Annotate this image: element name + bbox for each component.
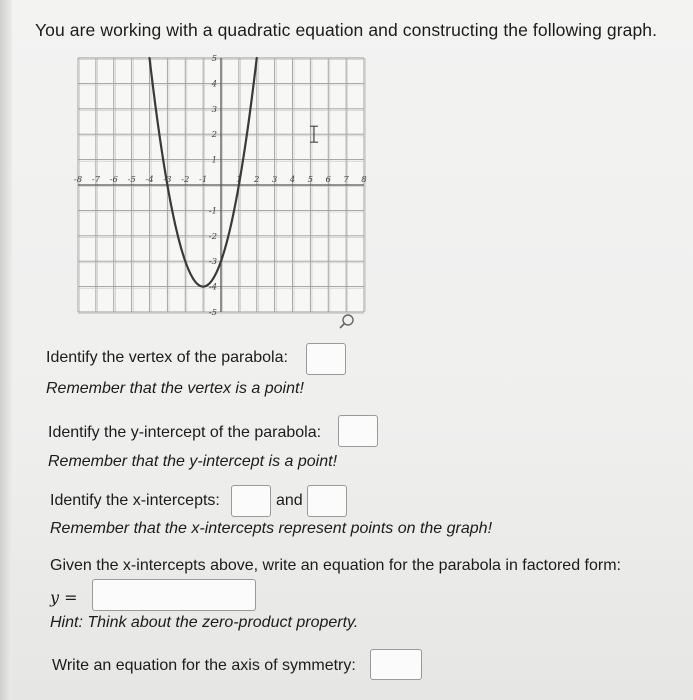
y-tick-label: 3: [211, 104, 217, 115]
factored-form-question: [50, 557, 621, 575]
y-equals-prefix: y =: [50, 588, 78, 607]
x-tick-label: -1: [198, 175, 208, 185]
x-tick-label: -4: [145, 175, 154, 185]
x-intercept-1-answer-box[interactable]: [231, 485, 271, 517]
x-tick-label: 3: [271, 175, 278, 185]
problem-title: You are working with a quadratic equation and constructing the following graph.: [35, 20, 658, 40]
y-tick-label: 4: [211, 79, 217, 90]
page-edge: [0, 0, 12, 700]
x-tick-label: -5: [127, 175, 136, 185]
x-tick-label: -6: [109, 175, 118, 185]
axis-of-symmetry-answer-box[interactable]: [370, 649, 422, 680]
x-intercepts-hint: Remember that the x-intercepts represent points on the graph!: [50, 520, 493, 537]
x-tick-label: -2: [181, 175, 190, 185]
vertex-hint: Remember that the vertex is a point!: [46, 380, 304, 397]
x-intercept-2-answer-box[interactable]: [307, 485, 347, 517]
vertex-question: [46, 349, 288, 367]
x-tick-label: 6: [325, 175, 331, 185]
x-tick-label: 2: [254, 175, 260, 185]
y-intercept-label: Identify the y-intercept of the parabola:: [48, 424, 322, 441]
x-tick-label: 4: [289, 175, 296, 185]
x-tick-label: 1: [236, 175, 242, 185]
x-tick-label: -7: [91, 175, 101, 185]
x-intercepts-label: Identify the x-intercepts:: [50, 492, 220, 509]
y-intercept-answer-box[interactable]: [338, 415, 378, 447]
vertex-hint-row: [46, 380, 304, 398]
vertex-label: Identify the vertex of the parabola:: [46, 349, 288, 366]
y-tick-label: 1: [211, 155, 217, 166]
factored-form-hint-row: [50, 614, 358, 632]
y-intercept-question: [48, 424, 321, 442]
y-tick-label: -1: [208, 206, 217, 217]
y-tick-label: 5: [211, 54, 217, 64]
axis-of-symmetry-question: [52, 657, 356, 675]
factored-form-hint: Hint: Think about the zero-product property.: [50, 614, 359, 631]
y-intercept-hint-row: [48, 453, 337, 471]
x-tick-label: 5: [307, 175, 314, 185]
x-tick-label: -3: [163, 175, 172, 185]
x-intercepts-and: and: [276, 492, 303, 509]
x-intercepts-question: [50, 492, 220, 510]
x-tick-label: 8: [361, 175, 367, 185]
vertex-answer-box[interactable]: [306, 343, 346, 375]
graph-svg: [72, 50, 372, 335]
magnifier-handle: [340, 324, 345, 329]
factored-form-label: Given the x-intercepts above, write an equation for the parabola in factored form:: [50, 557, 621, 574]
y-tick-label: -3: [208, 257, 217, 268]
y-tick-label: -5: [208, 308, 217, 318]
y-tick-label: 2: [211, 130, 217, 141]
y-intercept-hint: Remember that the y-intercept is a point!: [48, 453, 338, 470]
x-intercepts-hint-row: [50, 520, 492, 538]
y-tick-label: -2: [208, 231, 217, 242]
factored-form-answer-box[interactable]: [92, 579, 256, 611]
x-tick-label: 7: [343, 175, 349, 185]
y-tick-label: -4: [208, 282, 217, 293]
axis-of-symmetry-label: Write an equation for the axis of symmetry:: [52, 657, 356, 674]
x-tick-label: -8: [73, 175, 83, 185]
parabola-graph: [72, 50, 372, 335]
